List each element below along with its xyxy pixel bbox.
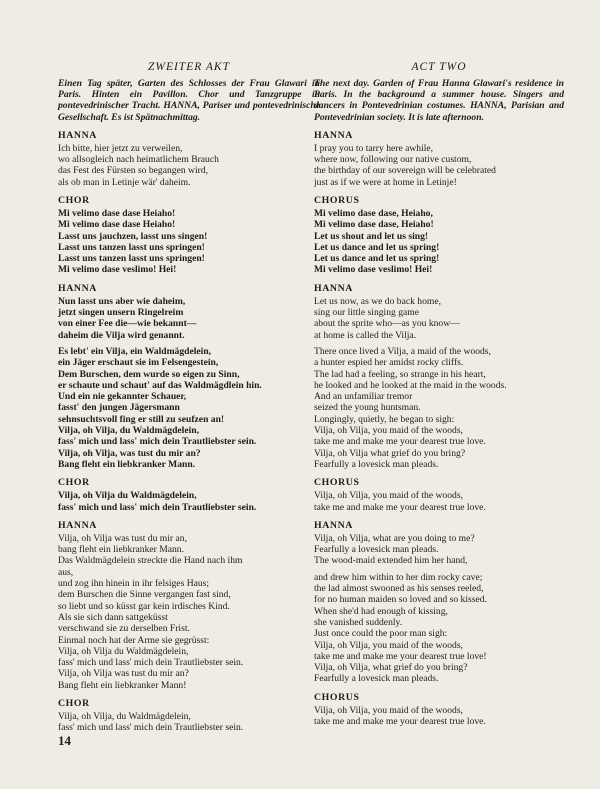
lyric-line: Let us shout and let us sing! <box>314 230 429 242</box>
lyric-line: take me and make me your dearest true love. <box>314 501 486 513</box>
lyric-line: Vilja, oh Vilja du Waldmägdelein, <box>58 645 189 657</box>
lyric-line: jetzt singen unsern Ringelreim <box>58 307 184 319</box>
lyric-section <box>58 520 320 691</box>
lyric-line: Dem Burschen, dem wurde so eigen zu Sinn, <box>58 368 240 380</box>
speaker-name: HANNA <box>314 519 353 531</box>
lyric-line: Bang fleht ein liebkranker Mann. <box>58 458 196 470</box>
lyric-section <box>58 477 320 513</box>
lyric-line: Ich bitte, hier jetzt zu verweilen, <box>58 142 183 154</box>
lyric-line: Longingly, quietly, he began to sigh: <box>314 413 455 425</box>
lyric-line: Mi velimo dase dase, Heiaho, <box>314 208 433 219</box>
lyric-line: Mi velimo dase veslimo! Hei! <box>58 264 177 276</box>
lyric-line: sehnsuchtsvoll fing er still zu seufzen an! <box>58 413 225 425</box>
lyric-line: And an unfamiliar tremor <box>314 391 413 403</box>
lyric-line: fass' mich und lass' mich dein Trautliebster sein. <box>58 436 257 448</box>
lyric-line: bang fleht ein liebkranker Mann. <box>58 544 185 556</box>
lyric-line: a hunter espied her amidst rocky cliffs. <box>314 357 464 369</box>
speaker-name: CHORUS <box>314 691 360 703</box>
speaker-name: HANNA <box>314 129 353 141</box>
lyric-line: the birthday of our sovereign will be celebrated <box>314 165 496 177</box>
speaker-name: CHOR <box>58 697 90 709</box>
lyric-line: Vilja, oh Vilja what grief do you bring? <box>314 447 466 459</box>
lyric-line: Es lebt' ein Vilja, ein Waldmägdelein, <box>58 345 212 357</box>
english-act-title: ACT TWO <box>411 61 467 73</box>
lyric-line: Mi velimo dase veslimo! Hei! <box>314 264 433 276</box>
lyric-line: von einer Fee die—wie bekannt— <box>58 318 197 330</box>
lyric-line: Lasst uns tanzen lasst uns springen! <box>58 241 205 253</box>
lyric-line: Let us dance and let us spring! <box>314 241 440 253</box>
lyric-line: Das Waldmägdelein streckte die Hand nach ihm <box>58 555 243 567</box>
lyric-line: Vilja, oh Vilja, you maid of the woods, <box>314 490 463 502</box>
lyric-line: das Fest des Fürsten so begangen wird, <box>58 165 209 177</box>
page-number: 14 <box>58 733 71 748</box>
lyric-line: at home is called the Vilja. <box>314 329 417 341</box>
speaker-name: HANNA <box>58 519 97 531</box>
lyric-line: Fearfully a lovesick man pleads. <box>314 544 439 556</box>
lyric-line: Vilja, oh Vilja du Waldmägdelein, <box>58 490 197 502</box>
lyric-line: und zog ihn hinein in ihr felsiges Haus; <box>58 578 210 590</box>
english-stage-direction: The next day. Garden of Frau Hanna Glawari's residence in Paris. In the background a summer house. Singers and dancers in Pontevedrinian costumes. HANNA, Parisian and Pontevedrinian society. It is late afternoon. <box>314 78 564 123</box>
lyric-line: wo allsogleich nach heimatlichem Brauch <box>58 154 219 166</box>
lyric-line: er schaute und schaut' auf das Waldmägdlein hin. <box>58 379 262 391</box>
lyric-line: Vilja, oh Vilja, what are you doing to me? <box>314 532 475 544</box>
lyric-line: fasst' den jungen Jägersmann <box>58 402 180 414</box>
lyric-line: where now, following our native custom, <box>314 154 472 166</box>
lyric-line: Einmal noch hat der Arme sie gegrüsst: <box>58 634 210 646</box>
lyric-section <box>314 195 564 276</box>
lyric-line: Mi velimo dase dase, Heiaho! <box>314 219 434 231</box>
german-act-title: ZWEITER AKT <box>147 61 231 73</box>
speaker-name: HANNA <box>58 129 97 141</box>
lyric-line: fass' mich und lass' mich dein Trautliebster sein. <box>58 501 257 513</box>
lyric-line: Vilja, oh Vilja, you maid of the woods, <box>314 639 463 651</box>
lyric-line: Vilja, oh Vilja, was tust du mir an? <box>58 447 201 459</box>
speaker-name: HANNA <box>314 282 353 294</box>
lyric-line: Let us now, as we do back home, <box>314 295 441 307</box>
lyric-line: ein Jäger erschaut sie im Felsengestein, <box>58 357 219 369</box>
lyric-section <box>314 520 564 685</box>
german-stage-direction: Einen Tag später, Garten des Schlosses der Frau Glawari in Paris. Hinten ein Pavillon. Chor und Tanzgruppe in pontevedrinischer Tracht. HANNA, Pariser und pontevedrinische Gesellschaft. Es ist Spätnachmittag. <box>58 78 320 123</box>
lyric-line: als ob man in Letinje wär' daheim. <box>58 176 191 188</box>
lyric-line: aus, <box>58 566 74 578</box>
lyric-line: for no human maiden so loved and so kissed. <box>314 594 487 606</box>
lyric-line: Let us dance and let us spring! <box>314 253 440 265</box>
lyric-line: Vilja, oh Vilja was tust du mir an? <box>58 668 189 680</box>
lyric-line: There once lived a Vilja, a maid of the woods, <box>314 345 491 357</box>
lyric-line: verschwand sie zu derselben Frist. <box>58 623 190 635</box>
lyric-section <box>58 195 320 276</box>
lyric-line: and drew him within to her dim rocky cave; <box>314 571 483 583</box>
lyric-line: Nun lasst uns aber wie daheim, <box>58 295 186 307</box>
lyric-line: The wood-maid extended him her hand, <box>314 555 468 567</box>
lyric-section <box>58 283 320 470</box>
lyric-line: I pray you to tarry here awhile, <box>314 142 434 154</box>
lyric-line: Fearfully a lovesick man pleads. <box>314 673 439 685</box>
lyric-line: Vilja, oh Vilja, what grief do you bring? <box>314 662 468 674</box>
speaker-name: CHORUS <box>314 195 360 206</box>
lyric-line: so liebt und so küsst gar kein irdisches Kind. <box>58 600 230 612</box>
lyric-line: Fearfully a lovesick man pleads. <box>314 458 439 470</box>
lyric-line: take me and make me your dearest true love. <box>314 436 486 448</box>
speaker-name: CHOR <box>58 477 90 489</box>
speaker-name: HANNA <box>58 282 97 294</box>
lyric-section <box>58 130 320 188</box>
lyric-line: take me and make me your dearest true love. <box>314 715 486 727</box>
lyric-section <box>314 692 564 728</box>
lyric-section <box>58 698 320 734</box>
lyric-line: Bang fleht ein liebkranker Mann! <box>58 679 187 691</box>
lyric-line: seized the young huntsman. <box>314 402 421 414</box>
lyric-line: Vilja, oh Vilja, you maid of the woods, <box>314 704 463 716</box>
lyric-line: about the sprite who—as you know— <box>314 318 460 330</box>
lyric-line: Lasst uns jauchzen, lasst uns singen! <box>58 230 208 242</box>
lyric-line: take me and make me your dearest true love! <box>314 650 487 662</box>
speaker-name: CHORUS <box>314 477 360 489</box>
speaker-name: CHOR <box>58 195 90 206</box>
lyric-line: Just once could the poor man sigh: <box>314 628 448 640</box>
german-column <box>58 60 320 734</box>
lyric-line: The lad had a feeling, so strange in his heart, <box>314 368 486 380</box>
lyric-line: sing our little singing game <box>314 307 419 319</box>
lyric-line: Mi velimo dase dase Heiaho! <box>58 219 176 231</box>
lyric-line: Vilja, oh Vilja, du Waldmägdelein, <box>58 425 200 437</box>
lyric-line: Vilja, oh Vilja was tust du mir an, <box>58 532 187 544</box>
lyric-line: just as if we were at home in Letinje! <box>314 176 457 188</box>
lyric-line: Lasst uns tanzen lasst uns springen! <box>58 253 205 265</box>
lyric-line: the lad almost swooned as his senses reeled, <box>314 583 484 595</box>
lyric-line: daheim die Vilja wird genannt. <box>58 329 185 341</box>
lyric-line: fass' mich und lass' mich dein Trautliebster sein. <box>58 657 244 669</box>
english-sections <box>314 130 564 727</box>
lyric-line: Vilja, oh Vilja, du Waldmägdelein, <box>58 710 191 722</box>
lyric-line: he looked and he looked at the maid in the woods. <box>314 379 507 391</box>
lyric-line: Und ein nie gekannter Schauer, <box>58 391 187 403</box>
lyric-line: dem Burschen die Sinne vergangen fast sind, <box>58 589 231 601</box>
lyric-line: she vanished suddenly. <box>314 616 403 628</box>
lyric-line: Als sie sich dann sattgeküsst <box>58 611 168 623</box>
english-column <box>314 60 564 727</box>
lyric-line: When she'd had enough of kissing, <box>314 605 448 617</box>
lyric-line: fass' mich und lass' mich dein Trautliebster sein. <box>58 722 244 734</box>
lyric-section <box>314 130 564 188</box>
lyric-line: Mi velimo dase dase Heiaho! <box>58 208 176 219</box>
lyric-line: Vilja, oh Vilja, you maid of the woods, <box>314 425 463 437</box>
lyric-section <box>314 477 564 513</box>
lyric-section <box>314 283 564 470</box>
german-sections <box>58 130 320 734</box>
